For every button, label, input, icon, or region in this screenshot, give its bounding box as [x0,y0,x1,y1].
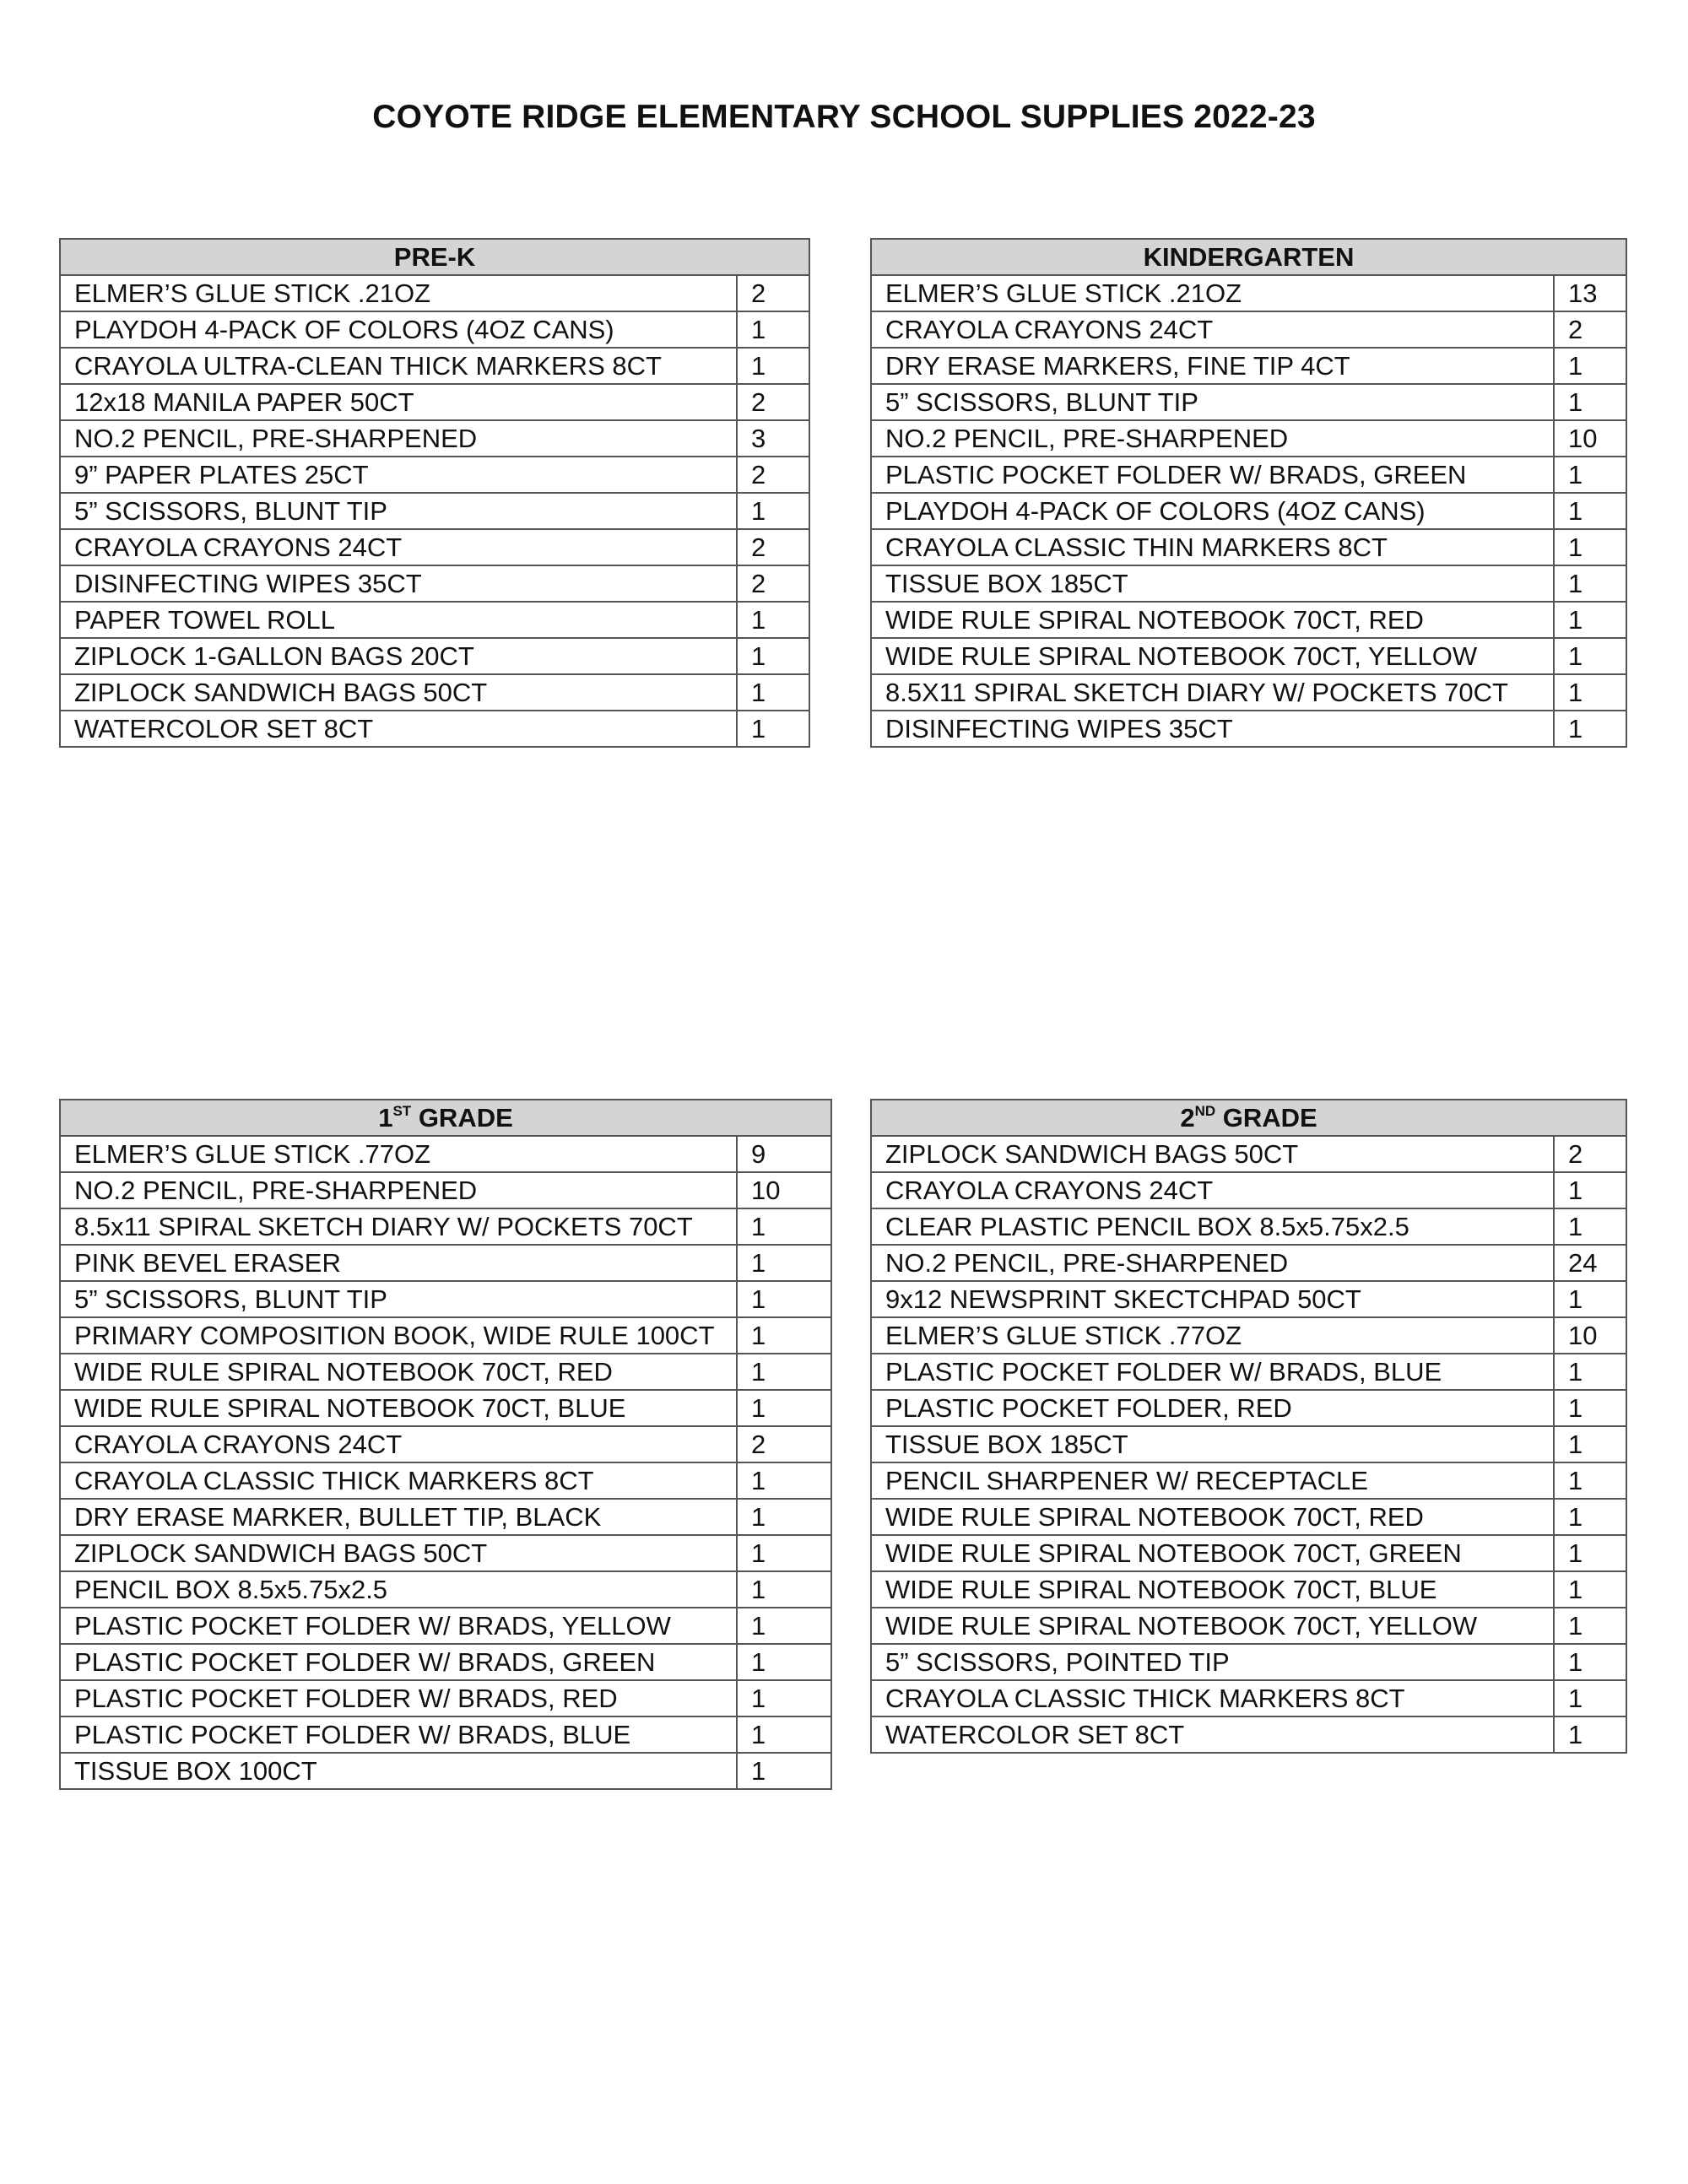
table-row [60,1499,831,1535]
table-row [60,1462,831,1499]
quantity-cell: 1 [1554,1462,1626,1499]
table-row [871,1317,1626,1354]
item-cell: PLASTIC POCKET FOLDER W/ BRADS, BLUE [871,1354,1554,1390]
item-cell: 5” SCISSORS, BLUNT TIP [871,384,1554,420]
item-cell: NO.2 PENCIL, PRE-SHARPENED [871,1245,1554,1281]
item-cell: PRIMARY COMPOSITION BOOK, WIDE RULE 100CT [60,1317,737,1354]
page-title: COYOTE RIDGE ELEMENTARY SCHOOL SUPPLIES 2022-23 [372,99,1316,135]
quantity-cell: 1 [737,1390,831,1426]
table-row [60,1245,831,1281]
table-row [60,565,809,602]
item-cell: WATERCOLOR SET 8CT [871,1716,1554,1753]
table-row [871,1136,1626,1172]
item-cell: 8.5X11 SPIRAL SKETCH DIARY W/ POCKETS 70CT [871,674,1554,711]
table-row [871,348,1626,384]
header-label: GRADE [1215,1103,1317,1133]
quantity-cell: 1 [1554,1680,1626,1716]
header-ordinal-suffix: ND [1194,1103,1216,1119]
table-header-row [60,1100,831,1136]
item-cell: WIDE RULE SPIRAL NOTEBOOK 70CT, BLUE [60,1390,737,1426]
quantity-cell: 2 [737,384,809,420]
table-row [871,1172,1626,1208]
item-cell: 8.5x11 SPIRAL SKETCH DIARY W/ POCKETS 70CT [60,1208,737,1245]
quantity-cell: 1 [1554,1426,1626,1462]
item-cell: 5” SCISSORS, POINTED TIP [871,1644,1554,1680]
header-label: GRADE [411,1103,513,1133]
table-row [871,493,1626,529]
quantity-cell: 13 [1554,275,1626,311]
table-row [871,565,1626,602]
item-cell: 12x18 MANILA PAPER 50CT [60,384,737,420]
quantity-cell: 1 [1554,1716,1626,1753]
quantity-cell: 1 [737,1608,831,1644]
table-row [60,1535,831,1571]
item-cell: PLAYDOH 4-PACK OF COLORS (4OZ CANS) [871,493,1554,529]
quantity-cell: 1 [1554,1644,1626,1680]
quantity-cell: 1 [1554,384,1626,420]
table-header: PRE-K [60,239,809,275]
item-cell: 9x12 NEWSPRINT SKECTCHPAD 50CT [871,1281,1554,1317]
quantity-cell: 1 [1554,1208,1626,1245]
item-cell: ZIPLOCK SANDWICH BAGS 50CT [60,674,737,711]
table-row [871,1462,1626,1499]
table-row [871,275,1626,311]
quantity-cell: 1 [1554,565,1626,602]
quantity-cell: 1 [737,1680,831,1716]
item-cell: DISINFECTING WIPES 35CT [871,711,1554,747]
quantity-cell: 1 [1554,1571,1626,1608]
quantity-cell: 1 [737,348,809,384]
table-row [871,1535,1626,1571]
table-header-row [871,1100,1626,1136]
item-cell: PLASTIC POCKET FOLDER, RED [871,1390,1554,1426]
quantity-cell: 1 [1554,493,1626,529]
quantity-cell: 1 [737,1716,831,1753]
quantity-cell: 1 [737,1753,831,1789]
quantity-cell: 1 [737,638,809,674]
quantity-cell: 1 [1554,711,1626,747]
item-cell: WIDE RULE SPIRAL NOTEBOOK 70CT, YELLOW [871,1608,1554,1644]
item-cell: WIDE RULE SPIRAL NOTEBOOK 70CT, RED [871,1499,1554,1535]
table-row [871,674,1626,711]
table-row [871,1644,1626,1680]
quantity-cell: 10 [737,1172,831,1208]
item-cell: CRAYOLA CRAYONS 24CT [60,529,737,565]
table-row [60,1390,831,1426]
item-cell: PLASTIC POCKET FOLDER W/ BRADS, GREEN [871,457,1554,493]
quantity-cell: 1 [737,1535,831,1571]
table-row [871,384,1626,420]
quantity-cell: 2 [737,275,809,311]
quantity-cell: 1 [1554,1354,1626,1390]
quantity-cell: 1 [1554,1281,1626,1317]
item-cell: PINK BEVEL ERASER [60,1245,737,1281]
item-cell: PENCIL BOX 8.5x5.75x2.5 [60,1571,737,1608]
item-cell: WIDE RULE SPIRAL NOTEBOOK 70CT, RED [60,1354,737,1390]
quantity-cell: 1 [1554,1172,1626,1208]
quantity-cell: 1 [737,1354,831,1390]
table-row [871,1716,1626,1753]
table-row [871,638,1626,674]
header-ordinal-suffix: ST [392,1103,412,1119]
item-cell: ELMER’S GLUE STICK .21OZ [871,275,1554,311]
item-cell: DRY ERASE MARKER, BULLET TIP, BLACK [60,1499,737,1535]
table-row [871,529,1626,565]
item-cell: CRAYOLA ULTRA-CLEAN THICK MARKERS 8CT [60,348,737,384]
quantity-cell: 1 [737,493,809,529]
quantity-cell: 1 [737,1571,831,1608]
item-cell: TISSUE BOX 185CT [871,1426,1554,1462]
table-row [60,1281,831,1317]
item-cell: ZIPLOCK SANDWICH BAGS 50CT [871,1136,1554,1172]
item-cell: 9” PAPER PLATES 25CT [60,457,737,493]
item-cell: CLEAR PLASTIC PENCIL BOX 8.5x5.75x2.5 [871,1208,1554,1245]
table-row [871,602,1626,638]
item-cell: ZIPLOCK SANDWICH BAGS 50CT [60,1535,737,1571]
table-row [871,311,1626,348]
table-row [871,1499,1626,1535]
quantity-cell: 1 [1554,1499,1626,1535]
quantity-cell: 1 [1554,602,1626,638]
table-row [60,1208,831,1245]
table-row [60,1354,831,1390]
table-row [871,1245,1626,1281]
quantity-cell: 1 [737,1499,831,1535]
table-row [60,493,809,529]
table-header-row [871,239,1626,275]
quantity-cell: 1 [737,1317,831,1354]
item-cell: ELMER’S GLUE STICK .77OZ [871,1317,1554,1354]
quantity-cell: 1 [737,674,809,711]
item-cell: NO.2 PENCIL, PRE-SHARPENED [871,420,1554,457]
table-header [60,1100,831,1136]
table-row [60,1172,831,1208]
header-number: 1 [378,1103,393,1133]
table-row [871,711,1626,747]
quantity-cell: 1 [737,311,809,348]
table-row [60,1136,831,1172]
table-row [871,1426,1626,1462]
item-cell: ELMER’S GLUE STICK .21OZ [60,275,737,311]
item-cell: PLASTIC POCKET FOLDER W/ BRADS, BLUE [60,1716,737,1753]
quantity-cell: 1 [737,602,809,638]
first-grade-supply-table [59,1099,832,1790]
table-row [60,384,809,420]
table-row [871,1390,1626,1426]
quantity-cell: 2 [1554,1136,1626,1172]
quantity-cell: 2 [1554,311,1626,348]
header-number: 2 [1180,1103,1195,1133]
quantity-cell: 1 [737,1208,831,1245]
table-row [60,1680,831,1716]
table-row [60,275,809,311]
table-row [60,1644,831,1680]
item-cell: WIDE RULE SPIRAL NOTEBOOK 70CT, RED [871,602,1554,638]
quantity-cell: 1 [737,711,809,747]
quantity-cell: 2 [737,1426,831,1462]
table-row [60,1753,831,1789]
quantity-cell: 1 [1554,457,1626,493]
table-row [871,1354,1626,1390]
item-cell: 5” SCISSORS, BLUNT TIP [60,1281,737,1317]
item-cell: PLASTIC POCKET FOLDER W/ BRADS, YELLOW [60,1608,737,1644]
quantity-cell: 1 [1554,1535,1626,1571]
quantity-cell: 1 [737,1245,831,1281]
quantity-cell: 1 [737,1462,831,1499]
quantity-cell: 2 [737,565,809,602]
quantity-cell: 1 [1554,348,1626,384]
item-cell: CRAYOLA CRAYONS 24CT [60,1426,737,1462]
item-cell: PLASTIC POCKET FOLDER W/ BRADS, GREEN [60,1644,737,1680]
table-row [60,311,809,348]
prek-supply-table [59,238,810,748]
table-row [60,457,809,493]
table-row [60,529,809,565]
item-cell: WIDE RULE SPIRAL NOTEBOOK 70CT, BLUE [871,1571,1554,1608]
item-cell: WATERCOLOR SET 8CT [60,711,737,747]
table-row [60,1716,831,1753]
table-row [871,1680,1626,1716]
quantity-cell: 1 [1554,1390,1626,1426]
item-cell: ELMER’S GLUE STICK .77OZ [60,1136,737,1172]
item-cell: PENCIL SHARPENER W/ RECEPTACLE [871,1462,1554,1499]
item-cell: WIDE RULE SPIRAL NOTEBOOK 70CT, YELLOW [871,638,1554,674]
item-cell: CRAYOLA CLASSIC THIN MARKERS 8CT [871,529,1554,565]
quantity-cell: 1 [1554,1608,1626,1644]
table-row [60,348,809,384]
table-header [871,1100,1626,1136]
item-cell: CRAYOLA CRAYONS 24CT [871,1172,1554,1208]
item-cell: CRAYOLA CRAYONS 24CT [871,311,1554,348]
quantity-cell: 3 [737,420,809,457]
item-cell: TISSUE BOX 185CT [871,565,1554,602]
item-cell: ZIPLOCK 1-GALLON BAGS 20CT [60,638,737,674]
quantity-cell: 1 [1554,638,1626,674]
item-cell: PAPER TOWEL ROLL [60,602,737,638]
table-row [871,1208,1626,1245]
table-row [871,420,1626,457]
table-row [60,674,809,711]
second-grade-supply-table [870,1099,1627,1754]
table-row [871,1281,1626,1317]
quantity-cell: 1 [737,1644,831,1680]
quantity-cell: 9 [737,1136,831,1172]
table-row [871,457,1626,493]
table-row [60,1317,831,1354]
quantity-cell: 2 [737,457,809,493]
kindergarten-supply-table [870,238,1627,748]
item-cell: CRAYOLA CLASSIC THICK MARKERS 8CT [60,1462,737,1499]
quantity-cell: 1 [1554,674,1626,711]
item-cell: NO.2 PENCIL, PRE-SHARPENED [60,420,737,457]
table-row [871,1608,1626,1644]
quantity-cell: 1 [1554,529,1626,565]
quantity-cell: 10 [1554,1317,1626,1354]
item-cell: DRY ERASE MARKERS, FINE TIP 4CT [871,348,1554,384]
table-row [60,420,809,457]
table-header: KINDERGARTEN [871,239,1626,275]
item-cell: CRAYOLA CLASSIC THICK MARKERS 8CT [871,1680,1554,1716]
table-row [60,1571,831,1608]
quantity-cell: 24 [1554,1245,1626,1281]
item-cell: TISSUE BOX 100CT [60,1753,737,1789]
item-cell: DISINFECTING WIPES 35CT [60,565,737,602]
table-row [871,1571,1626,1608]
table-row [60,1608,831,1644]
quantity-cell: 10 [1554,420,1626,457]
quantity-cell: 1 [737,1281,831,1317]
table-row [60,602,809,638]
table-header-row [60,239,809,275]
item-cell: PLASTIC POCKET FOLDER W/ BRADS, RED [60,1680,737,1716]
item-cell: PLAYDOH 4-PACK OF COLORS (4OZ CANS) [60,311,737,348]
table-row [60,1426,831,1462]
item-cell: 5” SCISSORS, BLUNT TIP [60,493,737,529]
quantity-cell: 2 [737,529,809,565]
item-cell: WIDE RULE SPIRAL NOTEBOOK 70CT, GREEN [871,1535,1554,1571]
table-row [60,711,809,747]
item-cell: NO.2 PENCIL, PRE-SHARPENED [60,1172,737,1208]
table-row [60,638,809,674]
